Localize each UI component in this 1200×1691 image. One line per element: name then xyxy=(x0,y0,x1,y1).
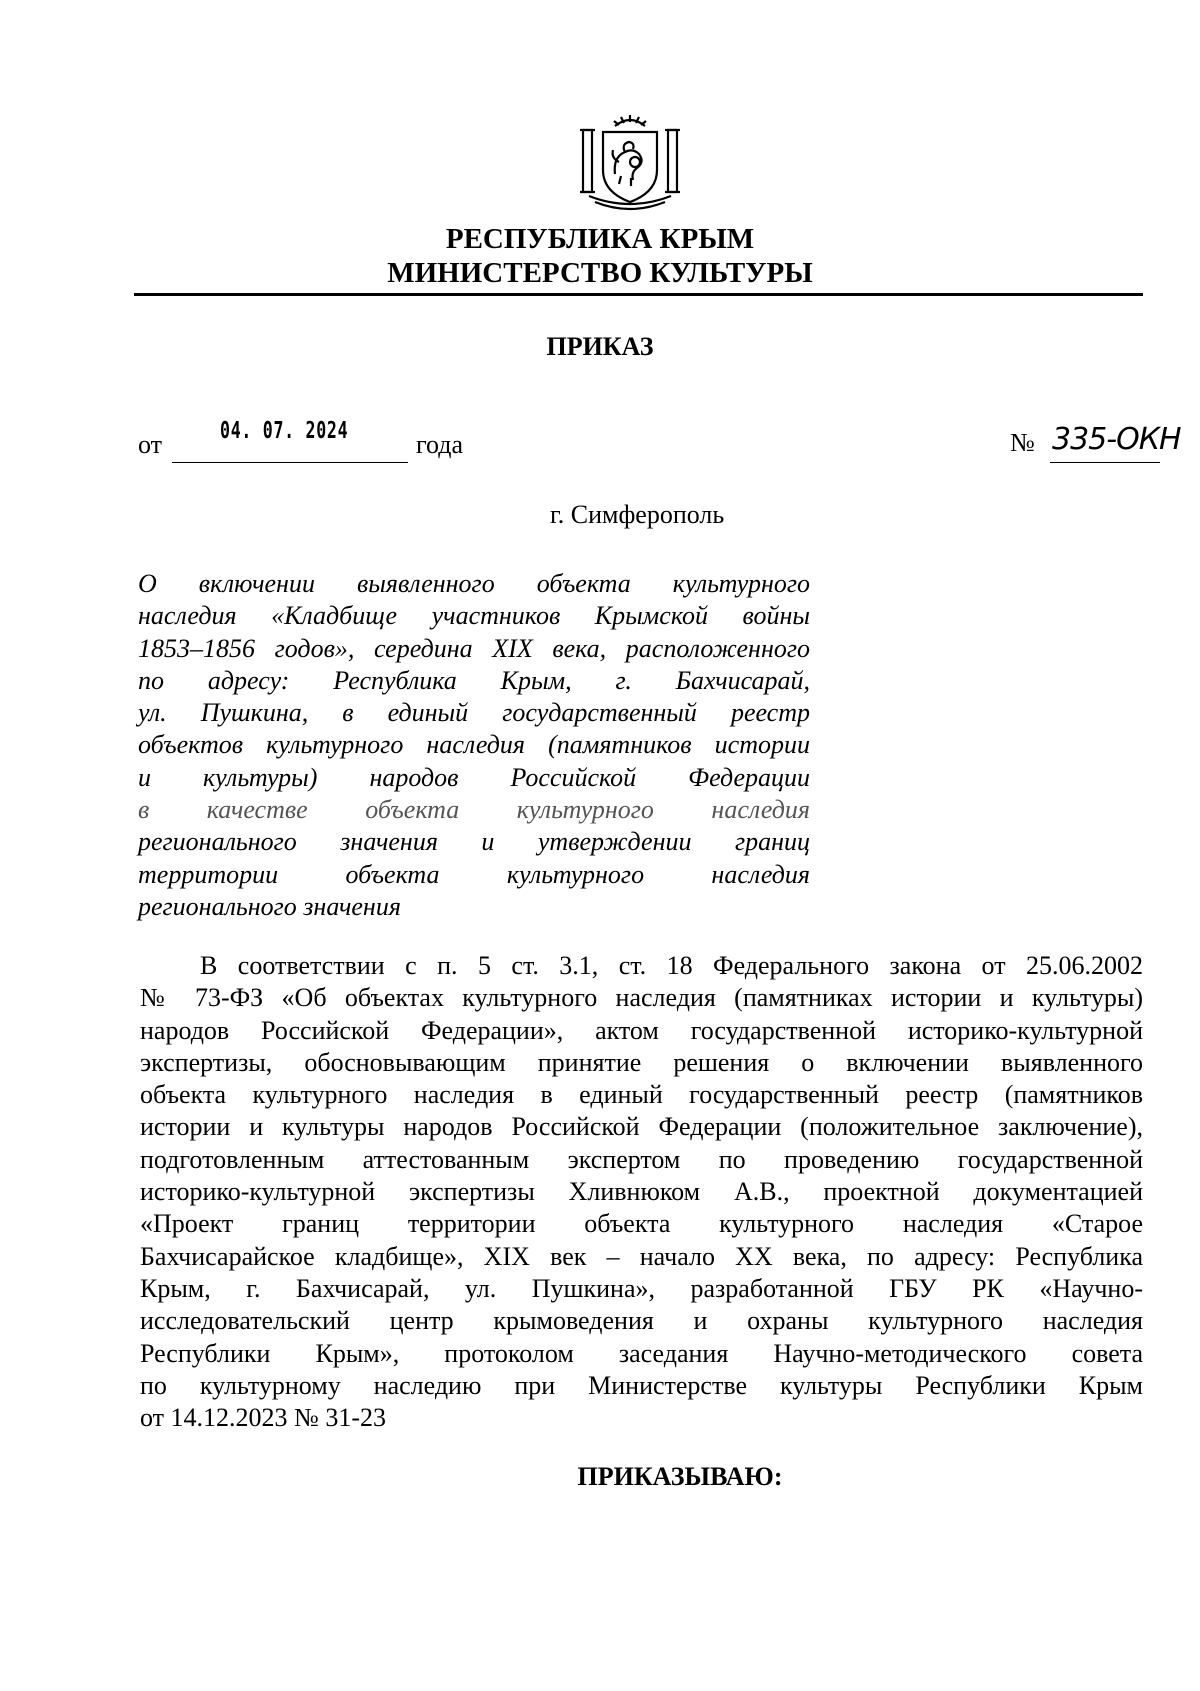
body-line: исследовательский центр крымоведения и охраны культурного наследия xyxy=(140,1306,1143,1336)
subject-line: О включении выявленного объекта культурного xyxy=(138,569,810,598)
body-line: объекта культурного наследия в единый государственный реестр (памятников xyxy=(140,1080,1143,1110)
number-underline xyxy=(1050,462,1160,463)
subject-line: наследия «Кладбище участников Крымской войны xyxy=(138,601,810,631)
subject-line: и культуры) народов Российской Федерации xyxy=(138,762,810,792)
document-number: 335-ОКН xyxy=(1052,422,1181,457)
order-heading: ПРИКАЗЫВАЮ: xyxy=(577,1462,783,1491)
body-line: В соответствии с п. 5 ст. 3.1, ст. 18 Федерального закона от 25.06.2002 xyxy=(200,951,1143,980)
body-line: Крым, г. Бахчисарай, ул. Пушкина», разработанной ГБУ РК «Научно- xyxy=(140,1273,1143,1303)
body-line: от 14.12.2023 № 31-23 xyxy=(140,1403,386,1433)
body-line: подготовленным аттестованным экспертом по проведению государственной xyxy=(140,1144,1143,1174)
body-line: Бахчисарайское кладбище», XIX век – начало XX века, по адресу: Республика xyxy=(140,1241,1143,1271)
body-line: № 73-ФЗ «Об объектах культурного наследия (памятниках истории и культуры) xyxy=(140,983,1143,1013)
city-line: г. Симферополь xyxy=(550,500,725,529)
subject-line: ул. Пушкина, в единый государственный реестр xyxy=(138,698,810,728)
body-line: историко-культурной экспертизы Хливнюком А.В., проектной документацией xyxy=(140,1177,1143,1207)
date-value: 04. 07. 2024 xyxy=(220,418,349,444)
body-line: «Проект границ территории объекта культурного наследия «Старое xyxy=(140,1209,1143,1239)
body-line: народов Российской Федерации», актом государственной историко-культурной xyxy=(140,1015,1143,1045)
body-line: Республики Крым», протоколом заседания Научно-методического совета xyxy=(140,1338,1143,1368)
date-suffix: года xyxy=(416,430,464,459)
date-underline xyxy=(172,462,408,463)
subject-line: регионального значения и утверждении границ xyxy=(138,827,810,857)
org-name-republic: РЕСПУБЛИКА КРЫМ xyxy=(445,223,755,255)
document-type-title: ПРИКАЗ xyxy=(546,332,654,361)
date-prefix: от xyxy=(138,430,163,459)
number-sign: № xyxy=(1010,428,1035,457)
subject-line: 1853–1856 годов», середина XIX века, расположенного xyxy=(138,633,810,663)
document-subject xyxy=(138,568,810,923)
subject-line: территории объекта культурного наследия xyxy=(138,859,810,889)
subject-line: в качестве объекта культурного наследия xyxy=(138,795,810,825)
body-line: по культурному наследию при Министерстве культуры Республики Крым xyxy=(140,1370,1143,1400)
org-name-ministry: МИНИСТЕРСТВО КУЛЬТУРЫ xyxy=(387,257,813,289)
subject-line: объектов культурного наследия (памятников истории xyxy=(138,730,810,760)
header-divider xyxy=(134,293,1143,296)
crimea-coat-of-arms-icon xyxy=(575,112,685,212)
body-line: истории и культуры народов Российской Федерации (положительное заключение), xyxy=(140,1112,1143,1142)
preamble-paragraph xyxy=(140,950,1143,1434)
subject-line: по адресу: Республика Крым, г. Бахчисарай, xyxy=(138,665,810,695)
body-line: экспертизы, обосновывающим принятие решения о включении выявленного xyxy=(140,1047,1143,1077)
subject-line: регионального значения xyxy=(138,891,401,921)
